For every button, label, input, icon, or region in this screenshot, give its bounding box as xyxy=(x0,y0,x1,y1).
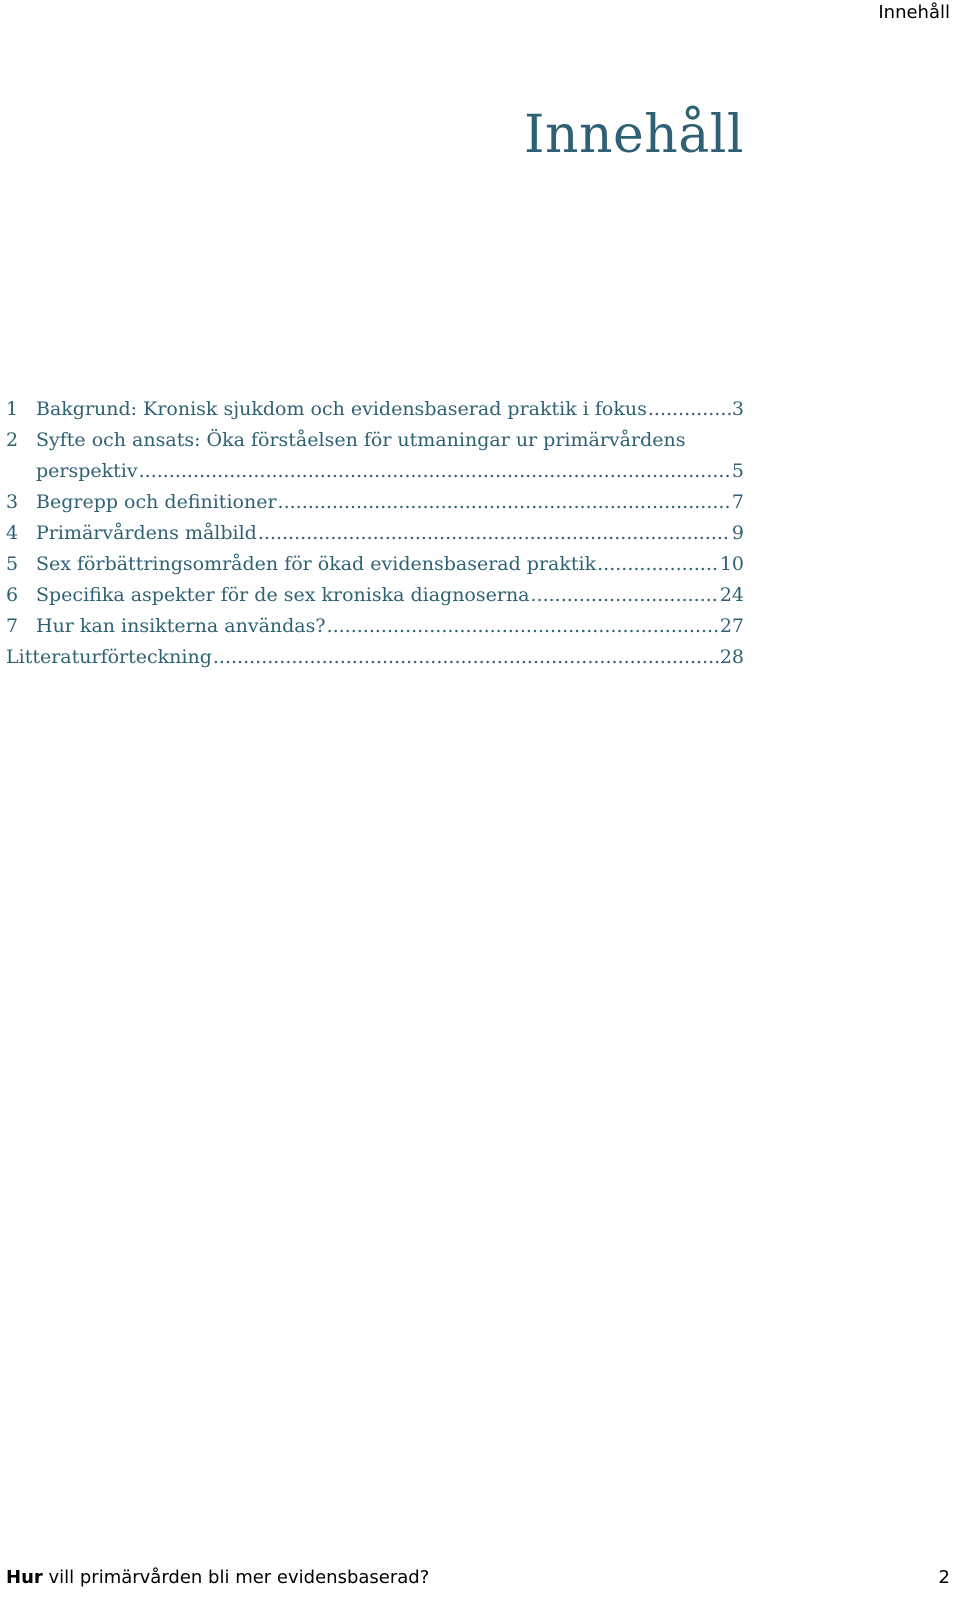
toc-leader-dots xyxy=(278,487,731,518)
toc-entry-title: Primärvårdens målbild xyxy=(36,522,257,544)
toc-entry-page: 28 xyxy=(719,646,744,668)
toc-entry-title: Hur kan insikterna användas? xyxy=(36,615,326,637)
footer-title-bold: Hur xyxy=(6,1567,43,1588)
toc-entry-number: 3 xyxy=(6,491,19,513)
toc-entry-6[interactable] xyxy=(6,580,744,611)
toc-entry-title: Specifika aspekter för de sex kroniska diagnoserna xyxy=(36,584,530,606)
toc-entry-page: 10 xyxy=(719,553,744,575)
toc-entry-number: 2 xyxy=(6,429,19,451)
toc-entry-references[interactable] xyxy=(6,642,744,673)
toc-leader-dots xyxy=(648,394,731,425)
toc-entry-title: Begrepp och definitioner xyxy=(36,491,277,513)
toc-entry-number: 1 xyxy=(6,398,19,420)
toc-entry-title: Sex förbättringsområden för ökad evidensbaserad praktik xyxy=(36,553,597,575)
page-title: Innehåll xyxy=(523,105,744,165)
toc-entry-4[interactable] xyxy=(6,518,744,549)
toc-leader-dots xyxy=(139,456,731,487)
toc-leader-dots xyxy=(597,549,719,580)
toc-entry-title-continued: perspektiv xyxy=(36,460,138,482)
toc-entry-title: Litteraturförteckning xyxy=(6,646,212,668)
toc-entry-number: 6 xyxy=(6,584,19,606)
toc-entry-number: 5 xyxy=(6,553,19,575)
running-header: Innehåll xyxy=(878,2,950,23)
toc-entry-7[interactable] xyxy=(6,611,744,642)
toc-entry-number: 4 xyxy=(6,522,19,544)
toc-leader-dots xyxy=(258,518,731,549)
toc-entry-page: 3 xyxy=(731,398,744,420)
toc-entry-2[interactable] xyxy=(6,425,744,487)
footer-document-title xyxy=(6,1566,429,1590)
toc-entry-page: 24 xyxy=(719,584,744,606)
toc-entry-page: 7 xyxy=(731,491,744,513)
footer-page-number: 2 xyxy=(938,1567,950,1588)
toc-entry-number: 7 xyxy=(6,615,19,637)
toc-entry-3[interactable] xyxy=(6,487,744,518)
toc-entry-title: Syfte och ansats: Öka förståelsen för utmaningar ur primärvårdens xyxy=(36,429,686,451)
toc-leader-dots xyxy=(327,611,719,642)
toc-entry-5[interactable] xyxy=(6,549,744,580)
toc-entry-1[interactable] xyxy=(6,394,744,425)
table-of-contents xyxy=(6,394,744,673)
page-footer xyxy=(6,1566,950,1590)
toc-leader-dots xyxy=(531,580,719,611)
toc-leader-dots xyxy=(213,642,719,673)
toc-entry-page: 9 xyxy=(731,522,744,544)
toc-entry-page: 5 xyxy=(731,460,744,482)
toc-entry-title: Bakgrund: Kronisk sjukdom och evidensbaserad praktik i fokus xyxy=(36,398,647,420)
toc-entry-page: 27 xyxy=(719,615,744,637)
footer-title-rest: vill primärvården bli mer evidensbaserad? xyxy=(42,1567,430,1588)
